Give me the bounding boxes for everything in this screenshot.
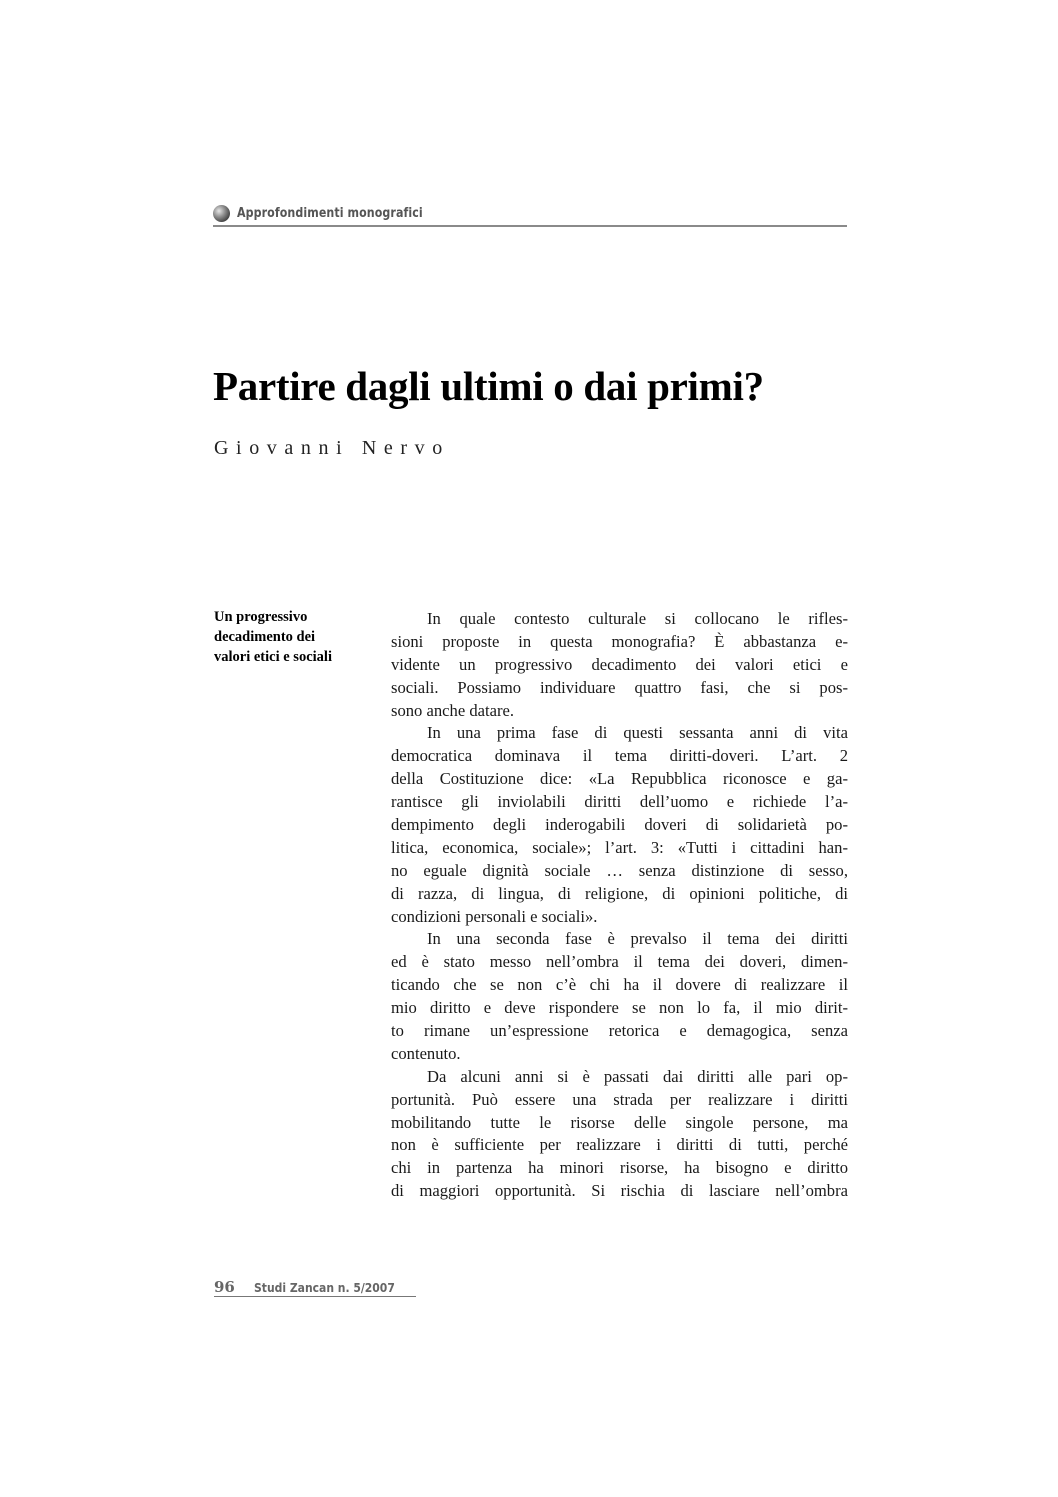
text-line: In quale contesto culturale si collocano le rifles- bbox=[427, 609, 848, 628]
side-heading-line: decadimento dei bbox=[214, 629, 316, 645]
text-line: sono anche datare. bbox=[391, 700, 515, 720]
section-label: Approfondimenti monografici bbox=[237, 205, 423, 221]
side-heading-line: valori etici e sociali bbox=[214, 649, 332, 665]
text-line: di razza, di lingua, di religione, di opinioni politiche, di bbox=[391, 883, 848, 903]
text-line: della Costituzione dice: «La Repubblica riconosce e ga- bbox=[391, 769, 848, 789]
side-heading-line: Un progressivo bbox=[214, 609, 308, 625]
paragraph bbox=[391, 928, 848, 1065]
sphere-bullet-icon bbox=[213, 205, 230, 222]
paragraph bbox=[391, 722, 848, 928]
text-line: no eguale dignità sociale … senza distinzione di sesso, bbox=[391, 860, 848, 880]
text-line: chi in partenza ha minori risorse, ha bisogno e diritto bbox=[391, 1158, 848, 1178]
text-line: ticando che se non c’è chi ha il dovere di realizzare il bbox=[391, 975, 848, 995]
text-line: di maggiori opportunità. Si rischia di lasciare nell’ombra bbox=[391, 1181, 848, 1201]
journal-citation: Studi Zancan n. 5/2007 bbox=[253, 1281, 395, 1295]
text-line: democratica dominava il tema diritti-doveri. L’art. 2 bbox=[391, 746, 848, 766]
text-line: sociali. Possiamo individuare quattro fasi, che si pos- bbox=[391, 677, 848, 697]
text-line: In una prima fase di questi sessanta anni di vita bbox=[427, 723, 848, 743]
text-line: condizioni personali e sociali». bbox=[391, 906, 598, 926]
page-number: 96 bbox=[214, 1278, 235, 1296]
text-line: Da alcuni anni si è passati dai diritti alle pari op- bbox=[427, 1066, 848, 1086]
text-line: to rimane un’espressione retorica e demagogica, senza bbox=[391, 1021, 848, 1041]
text-line: mobilitando tutte le risorse delle singole persone, ma bbox=[391, 1112, 848, 1132]
text-line: In una seconda fase è prevalso il tema dei diritti bbox=[427, 929, 848, 949]
text-line: ed è stato messo nell’ombra il tema dei doveri, dimen- bbox=[391, 952, 848, 972]
text-line: mio diritto e deve rispondere se non lo fa, il mio dirit- bbox=[391, 998, 848, 1018]
text-line: vidente un progressivo decadimento dei valori etici e bbox=[391, 654, 848, 674]
text-line: sioni proposte in questa monografia? È abbastanza e- bbox=[391, 631, 848, 651]
text-line: portunità. Può essere una strada per realizzare i diritti bbox=[391, 1089, 848, 1109]
side-heading bbox=[214, 607, 364, 667]
paragraph bbox=[391, 608, 848, 722]
article-title: Partire dagli ultimi o dai primi? bbox=[213, 363, 764, 409]
text-line: dempimento degli inderogabili doveri di solidarietà po- bbox=[391, 815, 848, 835]
text-line: non è sufficiente per realizzare i diritti di tutti, perché bbox=[391, 1135, 848, 1155]
body-text bbox=[391, 608, 848, 1203]
page-footer bbox=[214, 1276, 416, 1297]
paragraph bbox=[391, 1066, 848, 1203]
running-head bbox=[213, 201, 847, 227]
article-author: Giovanni Nervo bbox=[214, 437, 450, 459]
text-line: contenuto. bbox=[391, 1043, 461, 1063]
text-line: rantisce gli inviolabili diritti dell’uomo e richiede l’a- bbox=[391, 792, 848, 812]
text-line: litica, economica, sociale»; l’art. 3: «Tutti i cittadini han- bbox=[391, 837, 848, 857]
